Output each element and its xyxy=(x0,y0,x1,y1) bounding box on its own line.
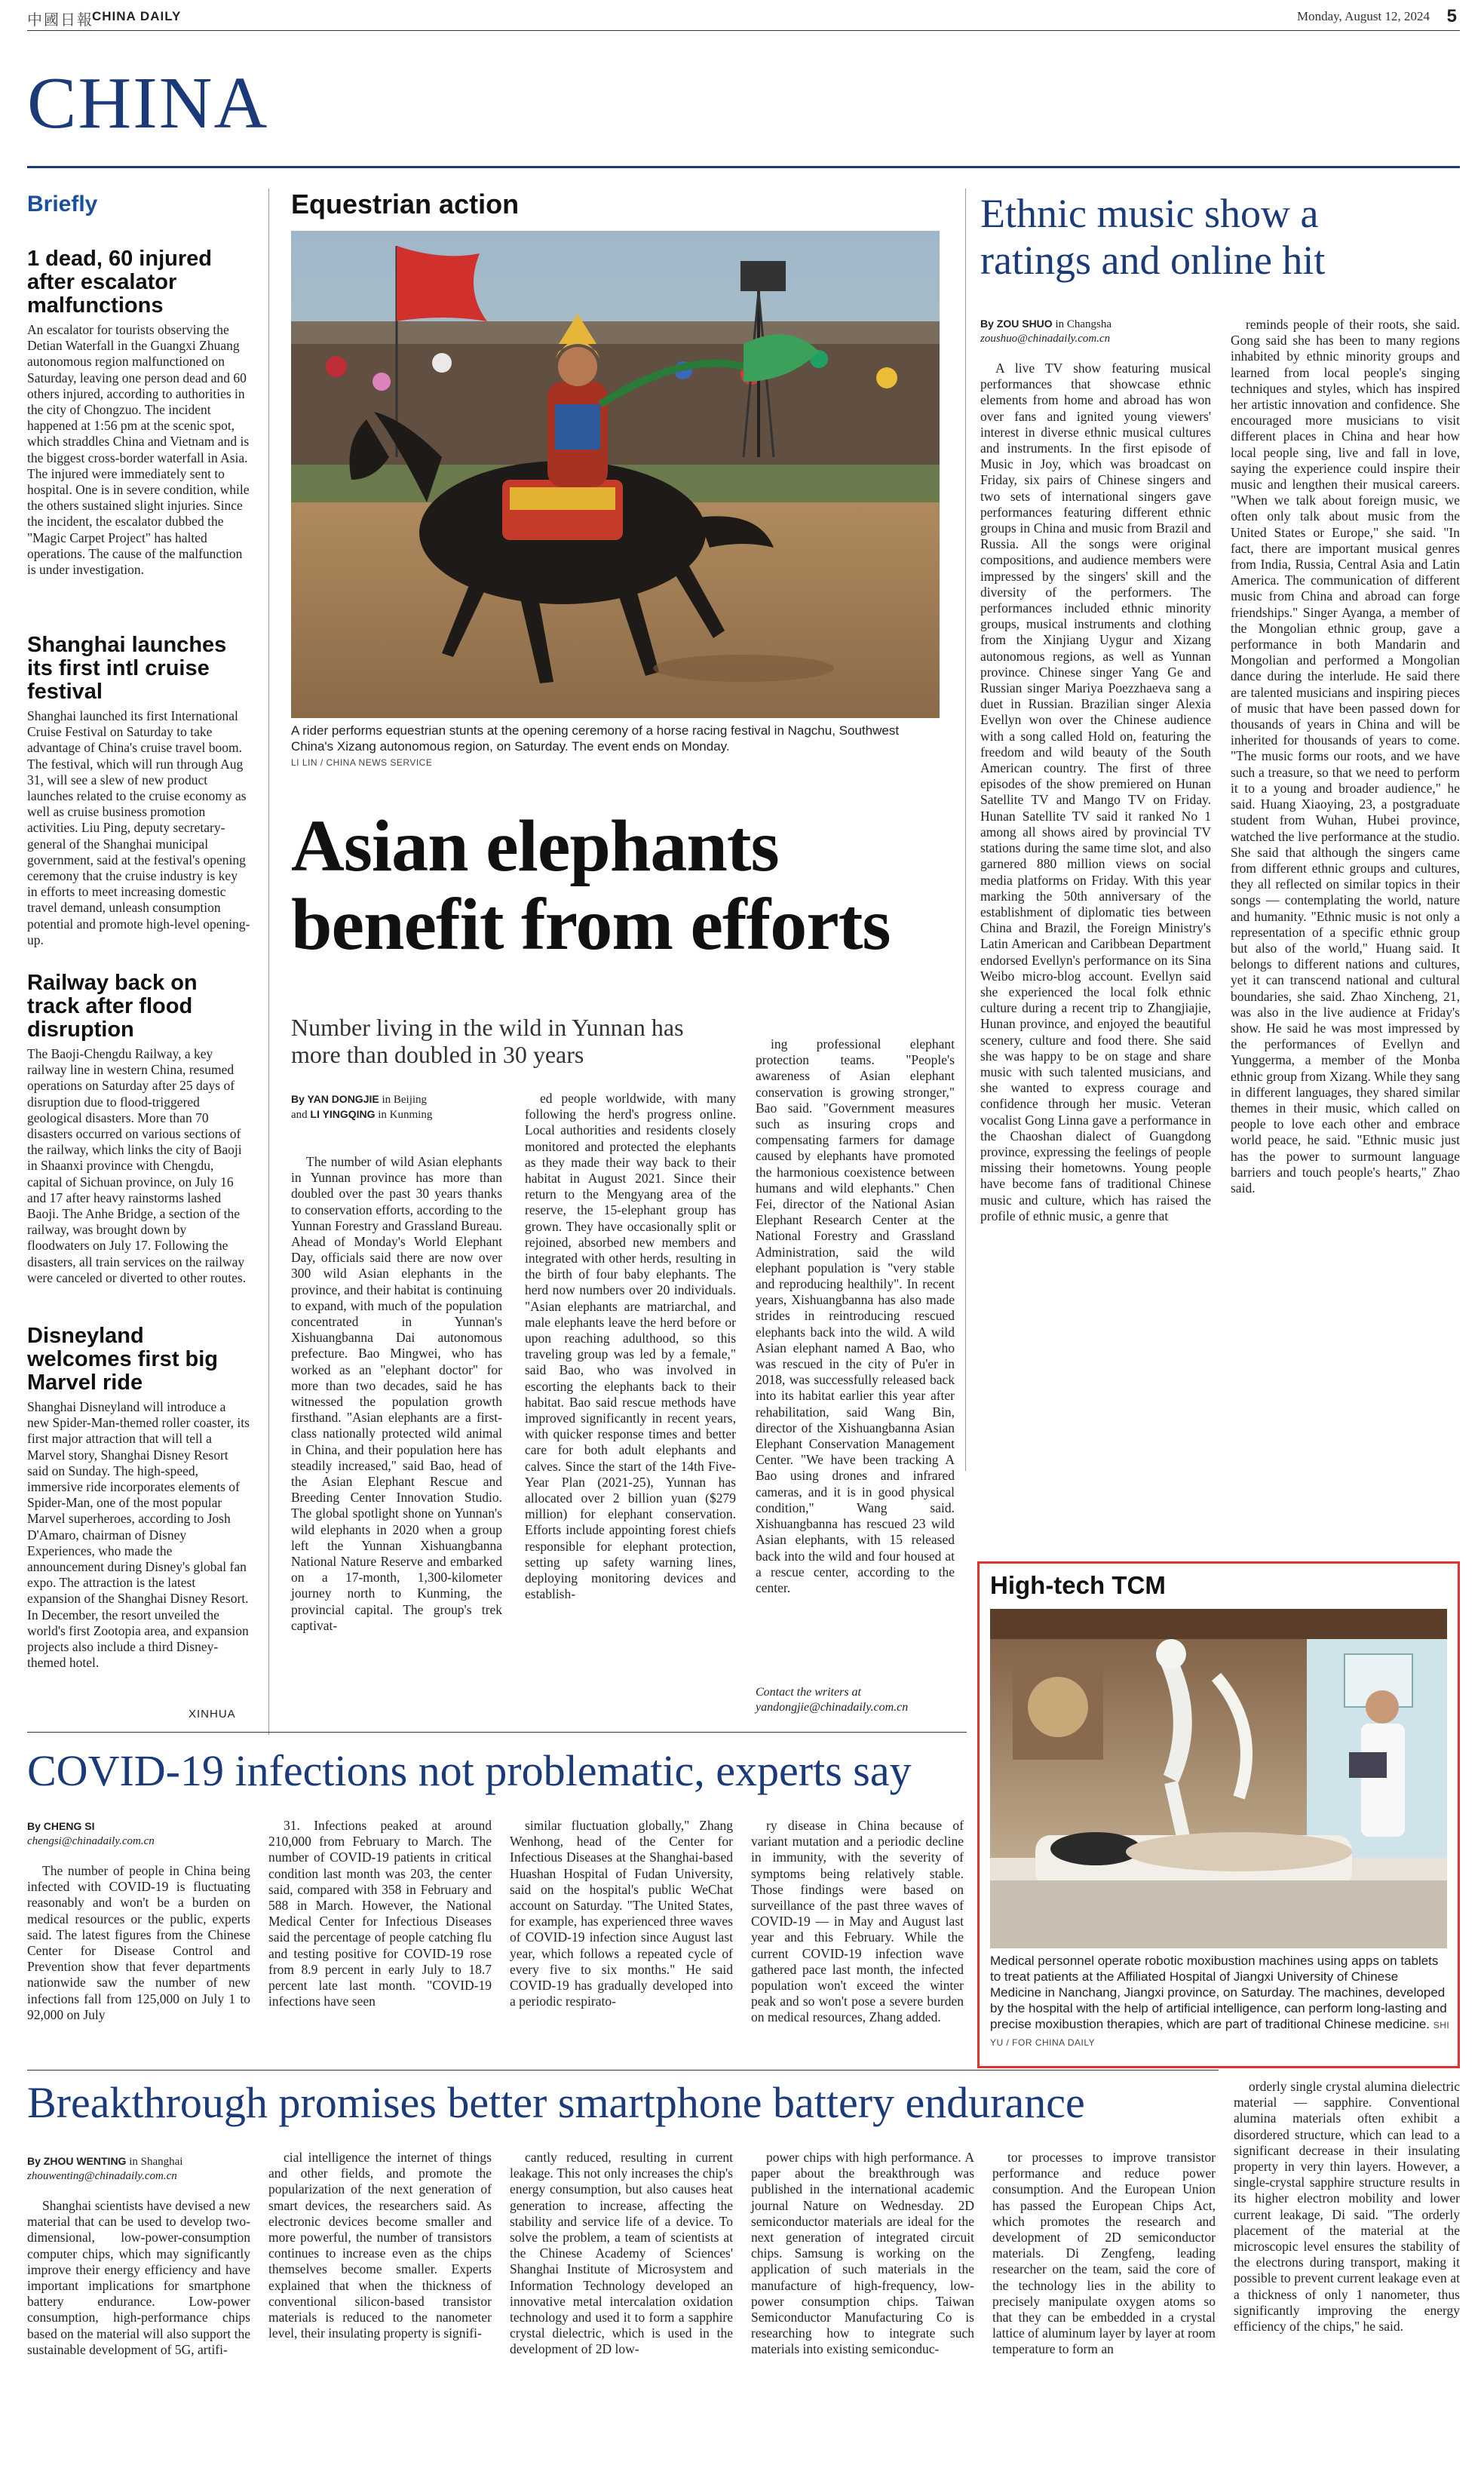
elephants-headline xyxy=(291,807,891,964)
byline-name: By YAN DONGJIE xyxy=(291,1093,379,1105)
covid-column-3: similar fluctuation globally," Zhang Wenhong, head of the Center for Infectious Diseases at the Shanghai-based Huashan Hospital of Fudan University, said on the hospital's public WeChat account on Saturday. "The United States, for example, has experienced three waves of COVID-19 infection since August last year, which follows a repeated cycle of every five to six months." He said COVID-19 has gradually developed into a periodic respirato- xyxy=(510,1818,733,2009)
byline-email: chengsi@chinadaily.com.cn xyxy=(27,1835,155,1847)
brief-headline: 1 dead, 60 injured after escalator malfunctions xyxy=(27,247,212,318)
byline-loc: in Beijing xyxy=(382,1094,428,1106)
ethnic-headline xyxy=(980,190,1325,284)
brief-item xyxy=(27,634,250,948)
covid-column-1: The number of people in China being infected with COVID-19 is fluctuating reasonably and won't be a burden on medical resources or the public, experts said. The latest figures from the Chinese Center for Disease Control and Prevention show that fever departments nationwide saw the number of new infections fall from 125,000 on July 1 to 92,000 on July xyxy=(27,1863,250,2022)
tcm-credit: SHI YU / FOR CHINA DAILY xyxy=(990,2020,1450,2048)
brief-item xyxy=(27,247,250,578)
brief-body: Shanghai Disneyland will introduce a new Spider-Man-themed roller coaster, its first major attraction that will tell a Marvel story, Shanghai Disney Resort said on Sunday. The high-speed, immersive ride incorporates elements of Spider-Man, one of the most popular Marvel superheroes, according to Josh D'Amaro, chairman of Disney Experiences, who made the announcement during Disney's global fan expo. The attraction is the latest expansion of the Shanghai Disney Resort. In December, the resort unveiled the world's first Zootopia area, and expansion projects also include a third Disney-themed hotel. xyxy=(27,1399,250,1671)
header-rule xyxy=(27,30,1460,31)
tcm-photo xyxy=(990,1609,1447,1948)
tcm-caption-text: Medical personnel operate robotic moxibustion machines using apps on tablets to treat patients at the Affiliated Hospital of Jiangxi University of Chinese Medicine in Nanchang, Jiangxi province, on Saturday. The machines, developed by the hospital with the help of artificial intelligence, can perform long-lasting and precise moxibustion therapies, which are part of traditional Chinese medicine. xyxy=(990,1954,1447,2031)
section-title: CHINA xyxy=(27,63,269,144)
brief-body: Shanghai launched its first International Cruise Festival on Saturday to take advantage of China's cruise travel boom. The festival, which will run through Aug 31, will see a slew of new product launches related to the cruise economy as well as cruise business promotion activities. Liu Ping, deputy secretary-general of the Shanghai municipal government, said at the festival's opening ceremony that the cruise industry is key in efforts to meet increasing domestic travel demand, unleash consumption potential and promote high-level opening-up. xyxy=(27,708,250,947)
tcm-box xyxy=(977,1561,1460,2068)
horse-rider-image xyxy=(291,231,940,718)
battery-byline xyxy=(27,2154,250,2184)
brief-item xyxy=(27,972,250,1286)
ethnic-byline xyxy=(980,317,1211,346)
equestrian-caption: A rider performs equestrian stunts at the opening ceremony of a horse racing festival in Nagchu, Southwest China's Xizang autonomous region, on Saturday. The event ends on Monday. xyxy=(291,723,900,754)
battery-column-6: orderly single crystal alumina dielectric material — sapphire. Conventional alumina materials often exhibit a disordered structure, which can lead to a significant decrease in their insulating property in very thin layers. However, a single-crystal sapphire structure results in its higher electron mobility and lower current leakage, Di said. "The orderly placement of the material at the microscopic level ensures the stability of the electrons during transport, making it possible to prevent current leakage even at a thickness of only 1 nanometer, thus significantly improving the energy efficiency of the chips," he said. xyxy=(1234,2079,1460,2335)
byline-and: and xyxy=(291,1109,308,1121)
covid-headline: COVID-19 infections not problematic, experts say xyxy=(27,1746,912,1795)
brief-headline: Railway back on track after flood disruption xyxy=(27,971,198,1042)
briefly-label: Briefly xyxy=(27,192,98,216)
ethnic-column-1: A live TV show featuring musical performances that showcase ethnic elements from home and abroad has won over fans and ignited young viewers' interest in diverse ethnic musical cultures and instruments. In the first episode of Music in Joy, which was broadcast on Friday, six pairs of Chinese singers and two sets of international singers gave performances featuring different ethnic groups in China and music from Brazil and Russia. All the songs were original compositions, and audience members were impressed by the singers' skill and the diversity of the performers. The performances included ethnic minority groups, musical instruments and clothing from the Xinjiang Uygur and Xizang autonomous regions, as well as Yunnan province. Chinese singer Yang Ge and Russian singer Mariya Poezzhaeva sang a duet in Russian. Brazilian singer Alexia Evellyn won over the Chinese audience with a song called Hold on, featuring the freedom and wild beauty of the South American country. The first of three episodes of the show premiered on Hunan Satellite TV and Mango TV on Friday. Hunan Satellite TV said it ranked No 1 among all shows aired by provincial TV stations during the same time slot, and also garnered 880 million views on social media platforms on Friday. With this year marking the 50th anniversary of the establishment of diplomatic ties between China and Brazil, the Foreign Ministry's Latin American and Caribbean Department endorsed Evellyn's performance on its Sina Weibo micro-blog account. Evellyn said she experienced the local folk ethnic culture during a recent trip to Zhangjiajie, Hunan province, and enjoyed the beautiful scenery, culture and food there. She said she was happy to be on stage and share music with such talented musicians, and she wanted to express courage and confidence through her music. Veteran vocalist Gong Linna gave a performance in the Chaoshan dialect of Guangdong province, expressing the feelings of people missing their hometowns. Young people have become fans of traditional Chinese music and culture, which has raised the profile of ethnic music, a genre that xyxy=(980,361,1211,1223)
logo-chinese: 中國日報 xyxy=(27,12,94,29)
elephants-column-3: ing professional elephant protection teams. "People's awareness of Asian elephant conservation is growing stronger," Bao said. "Government measures such as insuring crops and compensating farmers for damage caused by elephants have promoted the harmonious coexistence between humans and wild elephants." Chen Fei, director of the National Asian Elephant Research Center at the National Forestry and Grassland Administration, said the wild elephant population is "very stable and reproducing healthily". In recent years, Xishuangbanna has also made strides in reintroducing rescued elephants back into the wild. A wild Asian elephant named A Bao, who was rescued in the city of Pu'er in 2018, was successfully released back into its habitat earlier this year after rehabilitation, said Wang Bin, director of the Xishuangbanna Asian Elephant Conservation Management Center. "We have been tracking A Bao using drones and infrared cameras, and it is in good physical condition," Wang said. Xishuangbanna has rescued 23 wild Asian elephants, with 15 released back into the wild and four housed at a rescue center, according to the center. xyxy=(756,1036,955,1595)
byline-loc: in Changsha xyxy=(1055,318,1112,330)
elephants-column-1: The number of wild Asian elephants in Yunnan province has more than doubled over the past 30 years thanks to conservation efforts, according to the Yunnan Forestry and Grassland Bureau. Ahead of Monday's World Elephant Day, officials said there are now over 300 wild Asian elephants in the province, and their habitat is continuing to expand, with much of the population concentrated in Yunnan's Xishuangbanna Dai autonomous prefecture. Bao Mingwei, who has worked as an "elephant doctor" for more than two decades, said he has witnessed the population growth firsthand. "Asian elephants are a first-class nationally protected wild animal in China, and their population here has steadily increased," said Bao, head of the Asian Elephant Rescue and Breeding Center Innovation Studio. The global spotlight shone on Yunnan's wild elephants in 2020 when a group left the Yunnan Xishuangbanna National Nature Reserve and embarked on a 17-month, 1,300-kilometer journey north to Kunming, the provincial capital. The group's trek captivat- xyxy=(291,1154,502,1633)
equestrian-title: Equestrian action xyxy=(291,189,520,219)
equestrian-credit: LI LIN / CHINA NEWS SERVICE xyxy=(291,757,433,768)
masthead-bar xyxy=(27,5,1460,29)
brief-headline: Disneyland welcomes first big Marvel ride xyxy=(27,1324,219,1395)
brief-body: The Baoji-Chengdu Railway, a key railway line in western China, resumed operations on Saturday after 25 days of disruption due to flood-triggered geological disasters. More than 70 disasters occurred on various sections of the railway, which links the city of Baoji in Shaanxi province with Chengdu, capital of Sichuan province, on July 16 and 17 after heavy rainstorms lashed Baoji. The Anhe Bridge, a section of the railway, was brought down by floodwaters on July 17. Following the disasters, all train services on the railway were canceled or diverted to other routes. xyxy=(27,1046,247,1285)
covid-column-2: 31. Infections peaked at around 210,000 from February to March. The number of COVID-19 patients in critical condition last month was 203, the center said, compared with 358 in February and 588 in March. However, the National Medical Center for Infectious Diseases said the percentage of people catching flu and testing positive for COVID-19 rose from 8.9 percent in early July to 18.7 percent late last month. "COVID-19 infections have seen xyxy=(268,1818,492,2009)
ethnic-headline-line1: Ethnic music show a xyxy=(980,191,1319,236)
battery-headline: Breakthrough promises better smartphone battery endurance xyxy=(27,2078,1085,2127)
covid-byline xyxy=(27,1819,250,1849)
byline-name: By CHENG SI xyxy=(27,1820,95,1832)
brief-body: An escalator for tourists observing the Detian Waterfall in the Guangxi Zhuang autonomous region malfunctioned on Saturday, leaving one person dead and 60 others injured, according to authorities in the city of Chongzuo. The incident happened at 1:56 pm at the scenic spot, which straddles China and Vietnam and is the biggest cross-border waterfall in Asia. The injured were immediately sent to hospital. One is in severe condition, while the others sustained slight injuries. Since the incident, the escalator dubbed the "Magic Carpet Project" has halted operations. The cause of the malfunction is under investigation. xyxy=(27,322,250,578)
elephants-column-2: ed people worldwide, with many following the herd's progress online. Local authorities and residents closely monitored and protected the elephants as they made their way back to their habitat in August 2021. Since their return to the Mengyang area of the reserve, the 15-elephant group has grown. They have occasionally split or rejoined, absorbed new members and integrated with other herds, resulting in the birth of four baby elephants. The herd now numbers over 20 individuals. "Asian elephants are matriarchal, and male elephants leave the herd before or upon reaching adulthood, so this traveling group was led by a female," said Bao, who was involved in escorting the elephants back to their habitat. Bao said rescue methods have improved significantly in recent years, with quicker response times and better care for both adult elephants and calves. Since the start of the 14th Five-Year Plan (2021-25), Yunnan has allocated over 2 billion yuan ($279 million) for elephant conservation. Efforts include appointing forest chiefs responsible for elephant protection, setting up safety warning lines, deploying monitoring devices and establish- xyxy=(525,1091,736,1602)
elephants-byline xyxy=(291,1092,502,1122)
byline-name: By ZOU SHUO xyxy=(980,318,1053,330)
ethnic-column-2: reminds people of their roots, she said. Gong said she has been to many regions inhabited by ethnic minority groups and learned from local people's singing techniques and styles, which has inspired her artistic innovation and confidence. She encouraged more musicians to visit different places in China and hear how local people sing, live and fall in love, saying the experience could inspire their music and lengthen their musical careers. "When we talk about foreign music, we often only talk about music from the United States or Europe," she said. "In fact, there are important musical genres from India, Russia, Central Asia and Latin America. The communication of different music from China and abroad can forge friendships." Singer Ayanga, a member of the Mongolian ethnic group, gave a performance in both Mandarin and Mongolian and performed a Mongolian dance during the interlude. He said there are talented musicians and inspiring pieces of music that have been passed down for thousands of years in China and will be inherited for thousands of years to come. "The music forms our roots, and we have such a treasure, so that we need to perform it to a young and broader audience," he said. Huang Xiaoying, 23, a postgraduate student from Wuhan, Hubei province, watched the live performance at the studio. She said that although the singers came from different ethnic groups and cultures, they all reflected on similar topics in their songs — contemplating the world, nature and humanity. "Ethnic music is not only a representation of a specific ethnic group but also of the world," Huang said. It belongs to different nations and cultures, yet it can transcend national and cultural boundaries, she said. Zhao Xincheng, 21, was also in the live audience at Friday's show. He said he was most impressed by the performances of Evellyn and Yunggerma, a member of the Monba ethnic group from Xizang. While they sang in different languages, they shared similar themes in their music, which called on people to love each other and embrace world peace, he said. "Ethnic music just has the power to surmount language barriers and touch people's hearts," Zhao said. xyxy=(1231,317,1460,1196)
section-divider xyxy=(27,2070,1219,2071)
byline-email: zoushuo@chinadaily.com.cn xyxy=(980,333,1111,345)
robotic-moxibustion-image xyxy=(990,1609,1447,1948)
battery-column-3: cantly reduced, resulting in current leakage. This not only increases the chip's energy consumption, but also causes heat generation to increase, affecting the stability and service life of a device. To solve the problem, a team of scientists at the Chinese Academy of Sciences' Shanghai Institute of Microsystem and Information Technology developed an innovative metal intercalation oxidation technology and used it to form a sapphire crystal dielectric, which is used in the development of 2D low- xyxy=(510,2150,733,2357)
battery-column-5: tor processes to improve transistor performance and reduce power consumption. And the European Union has passed the European Chips Act, which promotes the research and development of 2D semiconductor materials. Di Zengfeng, leading researcher on the team, said the core of the technology lies in the ability to precisely manipulate oxygen atoms so that they can be embedded in a crystal lattice of aluminum layer by layer at room temperature to form an xyxy=(992,2150,1216,2357)
tcm-title: High-tech TCM xyxy=(990,1571,1166,1599)
covid-column-4: ry disease in China because of variant mutation and a periodic decline in immunity, with the severity of symptoms being relatively stable. Those findings were based on surveillance of the past three waves of COVID-19 — in May and August last year and this February. While the current COVID-19 infection wave gathered pace last month, the infected population won't exceed the winter peak and so won't pose a severe burden on medical resources, Zhang added. xyxy=(751,1818,964,2025)
battery-column-4: power chips with high performance. A paper about the breakthrough was published in the international academic journal Nature on Wednesday. 2D semiconductor materials are ideal for the next generation of integrated circuit chips. Samsung is working on the application of such materials in the manufacture of high-frequency, low-power consumption chips. Taiwan Semiconductor Manufacturing Co is researching how to integrate such materials into existing semiconduc- xyxy=(751,2150,974,2357)
page-number: 5 xyxy=(1446,6,1457,26)
elephants-headline-line1: Asian elephants xyxy=(291,806,779,887)
ethnic-headline-line2: ratings and online hit xyxy=(980,238,1326,283)
tcm-caption xyxy=(990,1953,1452,2051)
byline-email: zhouwenting@chinadaily.com.cn xyxy=(27,2170,177,2182)
section-divider xyxy=(27,1732,967,1733)
elephants-contact: Contact the writers at yandongjie@chinadaily.com.cn xyxy=(756,1686,909,1714)
byline-name: By ZHOU WENTING xyxy=(27,2155,127,2167)
equestrian-photo xyxy=(291,231,940,718)
column-divider xyxy=(268,189,269,1735)
brief-headline: Shanghai launches its first intl cruise festival xyxy=(27,633,227,704)
elephants-subhead: Number living in the wild in Yunnan has more than doubled in 30 years xyxy=(291,1014,684,1068)
battery-column-1: Shanghai scientists have devised a new material that can be used to develop two-dimensional, low-power-consumption computer chips, which may significantly improve their energy efficiency and have important implications for smartphone battery endurance. Low-power consumption, high-performance chips based on the material will also support the sustainable development of 5G, artifi- xyxy=(27,2198,250,2357)
elephants-headline-line2: benefit from efforts xyxy=(291,884,891,965)
logo-english: CHINA DAILY xyxy=(92,9,182,23)
battery-column-2: cial intelligence the internet of things and other fields, and promote the popularization of the next generation of smart devices, the researchers said. As electronic devices become smaller and more powerful, the number of transistors continues to increase even as the chips themselves become smaller. Experts explained that when the thickness of conventional silicon-based transistor materials is reduced to the nanometer level, their insulating property is signifi- xyxy=(268,2150,492,2341)
section-rule xyxy=(27,166,1460,168)
byline-loc: in Kunming xyxy=(378,1109,433,1121)
brief-item xyxy=(27,1325,250,1671)
column-divider xyxy=(965,189,966,1471)
byline-name: LI YINGQING xyxy=(310,1108,376,1120)
byline-loc: in Shanghai xyxy=(129,2156,183,2168)
brief-source: XINHUA xyxy=(189,1708,236,1721)
dateline: Monday, August 12, 2024 xyxy=(1297,9,1430,23)
